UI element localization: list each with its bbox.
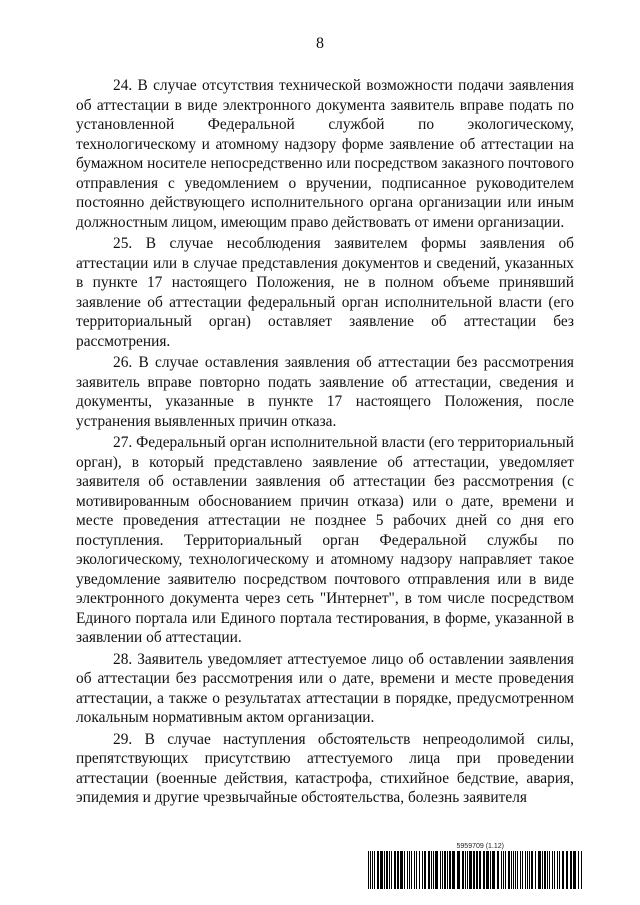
document-code: 5959709 (1.12) — [456, 843, 504, 850]
paragraph-25: 25. В случае несоблюдения заявителем формы заявления об аттестации или в случае представления документов и сведений, указанных в пункте 17 настоящего Положения, не в полном объеме принявший заявление об аттестации федеральный орган исполнительной власти (его территориальный орган) оставляет заявление об аттестации без рассмотрения. — [76, 235, 574, 350]
paragraph-24: 24. В случае отсутствия технической возможности подачи заявления об аттестации в виде электронного документа заявитель вправе подать по установленной Федеральной службой по экологическому, технологическому и атомному надзору форме заявление об аттестации на бумажном носителе непосредственно или посредством заказного почтового отправления с уведомлением о вручении, подписанное руководителем постоянно действующего исполнительного органа организации или иным должностным лицом, имеющим право действовать от имени организации. — [76, 77, 574, 231]
paragraph-26: 26. В случае оставления заявления об аттестации без рассмотрения заявитель вправе повторно подать заявление об аттестации, сведения и документы, указанные в пункте 17 настоящего Положения, после устранения выявленных причин отказа. — [76, 354, 574, 430]
document-body — [76, 76, 574, 808]
paragraph-28: 28. Заявитель уведомляет аттестуемое лицо об оставлении заявления об аттестации без рассмотрения или о дате, времени и месте проведения аттестации, а также о результатах аттестации в порядке, предусмотренном локальным нормативным актом организации. — [76, 650, 574, 726]
paragraph-29: 29. В случае наступления обстоятельств непреодолимой силы, препятствующих присутствию аттестуемого лица при проведении аттестации (военные действия, катастрофа, стихийное бедствие, авария, эпидемия и другие чрезвычайные обстоятельства, болезнь заявителя — [76, 730, 574, 806]
page-number: 8 — [316, 35, 324, 52]
paragraph-27: 27. Федеральный орган исполнительной власти (его территориальный орган), в который представлено заявление об аттестации, уведомляет заявителя об оставлении заявления об аттестации без рассмотрения (с мотивированным обоснованием причин отказа) или о дате, времени и месте проведения аттестации не позднее 5 рабочих дней со дня его поступления. Территориальный орган Федеральной службы по экологическому, технологическому и атомному надзору направляет такое уведомление заявителю посредством почтового отправления или в виде электронного документа через сеть "Интернет", в том числе посредством Единого портала или Единого портала тестирования, в форме, указанной в заявлении об аттестации. — [76, 434, 574, 646]
barcode — [368, 851, 582, 889]
page-footer — [368, 843, 582, 891]
